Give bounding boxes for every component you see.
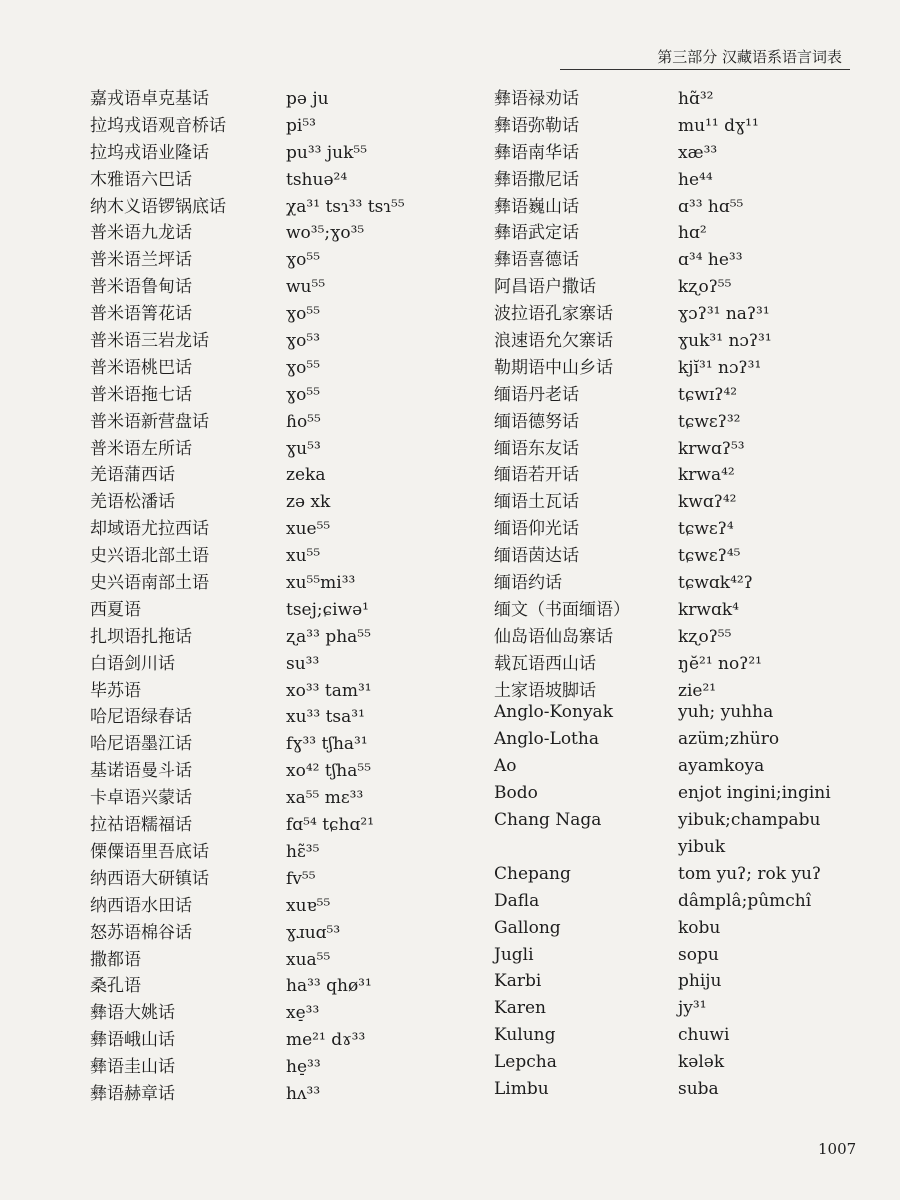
- word-form: ŋĕ²¹ noʔ²¹: [678, 653, 762, 674]
- entry-row: [494, 971, 831, 998]
- word-form: kwɑʔ⁴²: [678, 492, 737, 513]
- word-form: xuɐ⁵⁵: [286, 895, 331, 916]
- word-form: ɣo⁵³: [286, 331, 321, 352]
- language-name: 却域语尤拉西话: [90, 519, 209, 540]
- entry-row: [90, 407, 405, 434]
- entry-row: [90, 165, 405, 192]
- entry-row: [494, 326, 831, 353]
- language-name: 木雅语六巴话: [90, 169, 192, 190]
- word-form: hɛ̃³⁵: [286, 841, 320, 862]
- language-name: Karen: [494, 998, 546, 1019]
- language-name: 拉坞戎语观音桥话: [90, 115, 226, 136]
- language-name: 拉坞戎语业隆话: [90, 142, 209, 163]
- entry-row: [494, 945, 831, 972]
- entry-row: [494, 1079, 831, 1106]
- header-rule: [560, 69, 850, 70]
- entry-row: [90, 945, 405, 972]
- entry-row: [90, 514, 405, 541]
- word-form: hɑ²: [678, 223, 707, 244]
- entry-row: [90, 487, 405, 514]
- entry-row: [90, 783, 405, 810]
- language-name: Karbi: [494, 971, 542, 992]
- language-name: 波拉语孔家寨话: [494, 304, 613, 325]
- entry-row: [494, 998, 831, 1025]
- language-name: Kulung: [494, 1025, 556, 1046]
- entry-row: [90, 192, 405, 219]
- language-name: 拉祜语糯福话: [90, 815, 192, 836]
- entry-row: [90, 1079, 405, 1106]
- language-name: 缅语土瓦话: [494, 492, 579, 513]
- language-name: 仙岛语仙岛寨话: [494, 626, 613, 647]
- language-name: 扎坝语扎拖话: [90, 626, 192, 647]
- word-form: tshuə²⁴: [286, 169, 348, 190]
- entry-row: [90, 272, 405, 299]
- word-form: zə xk: [286, 492, 331, 513]
- word-form: ɣo⁵⁵: [286, 304, 321, 325]
- language-name: 史兴语南部土语: [90, 573, 209, 594]
- entry-row: [494, 84, 831, 111]
- entry-row: [90, 756, 405, 783]
- right-column: [494, 84, 831, 1106]
- word-form: pu³³ juk⁵⁵: [286, 142, 368, 163]
- word-form: zeka: [286, 465, 326, 486]
- entry-row: [494, 111, 831, 138]
- language-name: 勒期语中山乡话: [494, 357, 613, 378]
- entry-row: [494, 729, 831, 756]
- language-name: 彝语禄劝话: [494, 89, 579, 109]
- language-name: 哈尼语绿春话: [90, 707, 192, 728]
- entry-row: [494, 622, 831, 649]
- language-name: 史兴语北部土语: [90, 546, 209, 567]
- word-form: yibuk: [678, 836, 726, 857]
- entry-row: [90, 353, 405, 380]
- language-name: 普米语箐花话: [90, 304, 192, 325]
- language-name: Bodo: [494, 783, 538, 804]
- word-form: fv⁵⁵: [286, 868, 316, 889]
- language-name: 基诺语曼斗话: [90, 761, 192, 782]
- word-form: ɣuk³¹ nɔʔ³¹: [678, 331, 772, 352]
- language-name: 缅语东友话: [494, 438, 579, 459]
- language-name: 彝语大姚话: [90, 1003, 175, 1024]
- word-form: he̠³³: [286, 1057, 321, 1078]
- word-form: yibuk;champabu: [678, 810, 821, 831]
- entry-row: [90, 810, 405, 837]
- language-name: 哈尼语墨江话: [90, 734, 192, 755]
- entry-row: [90, 460, 405, 487]
- word-form: dâmplâ;pûmchî: [678, 890, 812, 911]
- entry-row: [494, 353, 831, 380]
- entry-row: [494, 568, 831, 595]
- word-form: he⁴⁴: [678, 169, 713, 190]
- entry-row: [494, 487, 831, 514]
- entry-row: [90, 864, 405, 891]
- language-name: 普米语左所话: [90, 438, 192, 459]
- word-form: tɕwɪʔ⁴²: [678, 384, 738, 405]
- entry-row: [494, 676, 831, 703]
- language-name: 嘉戎语卓克基话: [90, 89, 209, 109]
- language-name: 彝语赫章话: [90, 1083, 175, 1104]
- word-form: zie²¹: [678, 680, 717, 701]
- entry-row: [90, 84, 405, 111]
- entry-row: [90, 380, 405, 407]
- entry-row: [494, 864, 831, 891]
- language-name: 阿昌语户撒话: [494, 277, 596, 298]
- word-form: chuwi: [678, 1025, 730, 1046]
- language-name: 卡卓语兴蒙话: [90, 788, 192, 809]
- language-name: 彝语南华话: [494, 142, 579, 163]
- entry-row: [90, 326, 405, 353]
- entry-row: [90, 541, 405, 568]
- language-name: 普米语鲁甸话: [90, 277, 192, 298]
- language-name: 普米语九龙话: [90, 223, 192, 244]
- language-name: 桑孔语: [90, 976, 141, 997]
- word-form: ɣɹuɑ⁵³: [286, 922, 341, 943]
- language-name: 彝语峨山话: [90, 1030, 175, 1051]
- language-name: 缅语德努话: [494, 411, 579, 432]
- entry-row: [90, 595, 405, 622]
- entry-row: [90, 676, 405, 703]
- word-form: wu⁵⁵: [286, 277, 326, 298]
- entry-row: [90, 1052, 405, 1079]
- word-form: ɣo⁵⁵: [286, 357, 321, 378]
- entry-row: [494, 272, 831, 299]
- word-form: tɕwɛʔ⁴⁵: [678, 546, 741, 567]
- word-form: azüm;zhüro: [678, 729, 780, 750]
- entry-row: [90, 998, 405, 1025]
- word-form: krwɑk⁴: [678, 599, 739, 620]
- word-form: kobu: [678, 917, 721, 938]
- language-name: 普米语兰坪话: [90, 250, 192, 271]
- entry-row: [494, 1025, 831, 1052]
- word-form: tsej;ɕiwə¹: [286, 599, 369, 620]
- entry-row: [494, 380, 831, 407]
- entry-row: [90, 649, 405, 676]
- word-form: fɣ³³ tʃha³¹: [286, 734, 368, 755]
- entry-row: [494, 407, 831, 434]
- word-form: kələk: [678, 1052, 725, 1073]
- word-form: xe̠³³: [286, 1003, 320, 1024]
- language-name: 浪速语允欠寨话: [494, 331, 613, 352]
- word-form: suba: [678, 1078, 719, 1099]
- language-name: 纳木义语锣锅底话: [90, 196, 226, 217]
- entry-row: [90, 245, 405, 272]
- language-name: Gallong: [494, 917, 561, 938]
- word-form: kjĭ³¹ nɔʔ³¹: [678, 357, 762, 378]
- language-name: 缅语茵达话: [494, 546, 579, 567]
- language-name: Ao: [494, 756, 517, 777]
- language-name: 彝语撒尼话: [494, 169, 579, 190]
- language-name: Lepcha: [494, 1052, 557, 1073]
- word-form: xo⁴² tʃha⁵⁵: [286, 761, 372, 782]
- word-form: tɕwɑk⁴²ʔ: [678, 573, 753, 594]
- word-form: ayamkoya: [678, 756, 765, 777]
- word-form: ɣɔʔ³¹ naʔ³¹: [678, 304, 770, 325]
- language-name: 彝语巍山话: [494, 196, 579, 217]
- entry-row: [90, 299, 405, 326]
- word-form: ɣo⁵⁵: [286, 250, 321, 271]
- language-name: Anglo-Konyak: [494, 702, 613, 723]
- language-name: 缅语约话: [494, 573, 562, 594]
- entry-row: [494, 1052, 831, 1079]
- entry-row: [494, 245, 831, 272]
- word-form: kʐoʔ⁵⁵: [678, 626, 732, 647]
- language-name: Limbu: [494, 1078, 549, 1099]
- entry-row: [90, 138, 405, 165]
- entry-row: [494, 514, 831, 541]
- entry-row: [90, 111, 405, 138]
- running-header: [560, 40, 850, 70]
- language-name: 羌语松潘话: [90, 492, 175, 513]
- word-form: tom yuʔ; rok yuʔ: [678, 863, 822, 884]
- language-name: 缅语仰光话: [494, 519, 579, 540]
- section-title: 第三部分 汉藏语系语言词表: [657, 48, 842, 66]
- entry-row: [90, 891, 405, 918]
- word-form: xu³³ tsa³¹: [286, 707, 365, 728]
- word-form: ha³³ qhø³¹: [286, 976, 372, 997]
- word-form: phiju: [678, 971, 722, 992]
- entry-row: [494, 192, 831, 219]
- language-name: Chepang: [494, 863, 571, 884]
- word-form: hɑ̃³²: [678, 89, 714, 109]
- entry-row: [90, 729, 405, 756]
- entry-row: [494, 541, 831, 568]
- entry-row: [90, 837, 405, 864]
- language-name: 怒苏语棉谷话: [90, 922, 192, 943]
- entry-row: [494, 595, 831, 622]
- word-form: ɑ³⁴ he³³: [678, 250, 743, 271]
- word-form: tɕwɛʔ³²: [678, 411, 741, 432]
- word-form: sopu: [678, 944, 719, 965]
- entry-row: [494, 299, 831, 326]
- language-name: Anglo-Lotha: [494, 729, 599, 750]
- word-form: ɑ³³ hɑ⁵⁵: [678, 196, 744, 217]
- word-form: mu¹¹ dɣ¹¹: [678, 115, 759, 136]
- entry-row: [494, 649, 831, 676]
- page-number: 1007: [818, 1140, 857, 1158]
- language-name: Chang Naga: [494, 810, 602, 831]
- entry-row: [494, 837, 831, 864]
- entry-row: [494, 165, 831, 192]
- word-form: χa³¹ tsɿ³³ tsɿ⁵⁵: [286, 196, 405, 217]
- word-form: tɕwɛʔ⁴: [678, 519, 734, 540]
- entry-row: [90, 434, 405, 461]
- entry-row: [494, 783, 831, 810]
- language-name: 普米语三岩龙话: [90, 331, 209, 352]
- word-form: hʌ³³: [286, 1083, 321, 1104]
- language-name: 撒都语: [90, 949, 141, 970]
- word-form: ɣo⁵⁵: [286, 384, 321, 405]
- language-name: 缅语若开话: [494, 465, 579, 486]
- entry-row: [494, 918, 831, 945]
- language-name: 载瓦语西山话: [494, 653, 596, 674]
- language-name: 彝语圭山话: [90, 1057, 175, 1078]
- word-form: xu⁵⁵: [286, 546, 321, 567]
- language-name: 缅文（书面缅语）: [494, 599, 630, 620]
- word-form: enjot ingini;ingini: [678, 783, 831, 804]
- entry-row: [494, 460, 831, 487]
- word-form: krwa⁴²: [678, 465, 735, 486]
- left-column: [90, 84, 405, 1106]
- entry-row: [90, 218, 405, 245]
- entry-row: [494, 810, 831, 837]
- entry-row: [90, 702, 405, 729]
- language-name: 彝语武定话: [494, 223, 579, 244]
- language-name: 羌语蒲西话: [90, 465, 175, 486]
- entry-row: [90, 918, 405, 945]
- entry-row: [90, 1025, 405, 1052]
- entry-row: [494, 434, 831, 461]
- language-name: 西夏语: [90, 599, 141, 620]
- entry-row: [494, 702, 831, 729]
- language-name: 普米语拖七话: [90, 384, 192, 405]
- entry-row: [494, 756, 831, 783]
- word-form: xo³³ tam³¹: [286, 680, 372, 701]
- language-name: 彝语喜德话: [494, 250, 579, 271]
- language-name: 普米语桃巴话: [90, 357, 192, 378]
- language-name: 普米语新营盘话: [90, 411, 209, 432]
- word-form: su³³: [286, 653, 320, 674]
- word-form: kʐoʔ⁵⁵: [678, 277, 732, 298]
- language-name: 纳西语水田话: [90, 895, 192, 916]
- word-form: xa⁵⁵ mɛ³³: [286, 788, 364, 809]
- word-form: ɣu⁵³: [286, 438, 321, 459]
- entry-row: [90, 568, 405, 595]
- entry-row: [494, 218, 831, 245]
- word-form: xue⁵⁵: [286, 519, 331, 540]
- entry-row: [494, 138, 831, 165]
- entry-row: [494, 891, 831, 918]
- word-form: xæ³³: [678, 142, 718, 163]
- language-name: 缅语丹老话: [494, 384, 579, 405]
- word-form: jy³¹: [678, 998, 707, 1019]
- language-name: 彝语弥勒话: [494, 115, 579, 136]
- language-name: 土家语坡脚话: [494, 680, 596, 701]
- word-form: me²¹ dɤ³³: [286, 1030, 366, 1051]
- word-form: krwɑʔ⁵³: [678, 438, 745, 459]
- word-form: pə ju: [286, 89, 329, 109]
- entry-row: [90, 622, 405, 649]
- word-form: yuh; yuhha: [678, 702, 774, 723]
- word-form: xua⁵⁵: [286, 949, 331, 970]
- word-form: xu⁵⁵mi³³: [286, 573, 356, 594]
- word-form: wo³⁵;ɣo³⁵: [286, 223, 365, 244]
- language-name: 傈僳语里吾底话: [90, 841, 209, 862]
- language-name: 白语剑川话: [90, 653, 175, 674]
- word-form: pi⁵³: [286, 115, 316, 136]
- language-name: Jugli: [494, 944, 534, 965]
- word-form: ʐa³³ pha⁵⁵: [286, 626, 371, 647]
- language-name: Dafla: [494, 890, 540, 911]
- language-name: 毕苏语: [90, 680, 141, 701]
- word-form: fɑ⁵⁴ tɕhɑ²¹: [286, 815, 375, 836]
- entry-row: [90, 971, 405, 998]
- language-name: 纳西语大研镇话: [90, 868, 209, 889]
- word-form: ɦo⁵⁵: [286, 411, 321, 432]
